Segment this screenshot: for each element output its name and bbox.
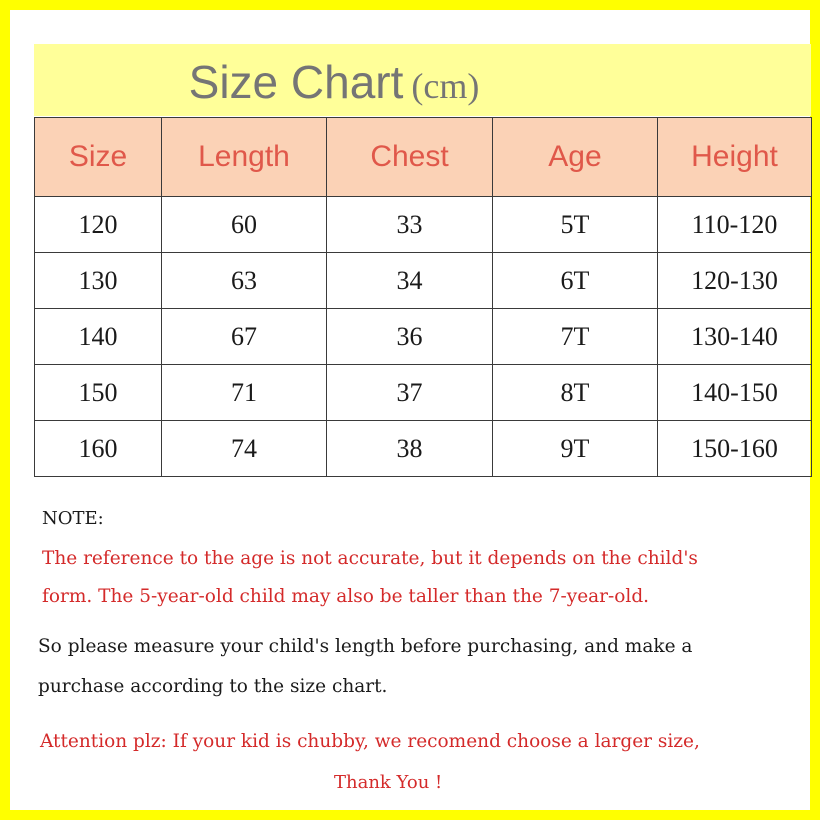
table-row — [35, 197, 812, 253]
measure-instruction-line-1: So please measure your child's length before purchasing, and make a — [38, 636, 693, 657]
cell-height: 140-150 — [658, 365, 812, 421]
cell-length: 67 — [162, 309, 327, 365]
cell-age: 9T — [493, 421, 658, 477]
page-title — [34, 44, 634, 116]
table-row — [35, 309, 812, 365]
cell-height: 130-140 — [658, 309, 812, 365]
size-table — [34, 117, 812, 477]
cell-length: 71 — [162, 365, 327, 421]
column-header-height: Height — [658, 118, 812, 197]
measure-instruction-line-2: purchase according to the size chart. — [38, 676, 388, 697]
age-disclaimer-line-2: form. The 5-year-old child may also be taller than the 7-year-old. — [42, 586, 650, 607]
table-header-row — [35, 118, 812, 197]
cell-height: 120-130 — [658, 253, 812, 309]
column-header-age: Age — [493, 118, 658, 197]
note-heading: NOTE: — [42, 508, 104, 529]
cell-size: 140 — [35, 309, 162, 365]
cell-age: 6T — [493, 253, 658, 309]
age-disclaimer-line-1: The reference to the age is not accurate, but it depends on the child's — [42, 548, 698, 569]
attention-note: Attention plz: If your kid is chubby, we recomend choose a larger size, — [40, 731, 700, 752]
column-header-chest: Chest — [327, 118, 493, 197]
title-banner — [34, 44, 811, 116]
cell-height: 110-120 — [658, 197, 812, 253]
cell-height: 150-160 — [658, 421, 812, 477]
cell-length: 74 — [162, 421, 327, 477]
cell-chest: 37 — [327, 365, 493, 421]
cell-chest: 38 — [327, 421, 493, 477]
cell-age: 5T — [493, 197, 658, 253]
cell-chest: 33 — [327, 197, 493, 253]
cell-chest: 34 — [327, 253, 493, 309]
table-row — [35, 365, 812, 421]
cell-size: 130 — [35, 253, 162, 309]
cell-size: 150 — [35, 365, 162, 421]
cell-chest: 36 — [327, 309, 493, 365]
title-unit: (cm) — [411, 66, 480, 106]
title-text: Size Chart — [188, 56, 404, 108]
cell-age: 8T — [493, 365, 658, 421]
cell-age: 7T — [493, 309, 658, 365]
column-header-size: Size — [35, 118, 162, 197]
thank-you-note: Thank You ! — [334, 772, 443, 793]
cell-length: 63 — [162, 253, 327, 309]
column-header-length: Length — [162, 118, 327, 197]
table-row — [35, 421, 812, 477]
table-row — [35, 253, 812, 309]
cell-length: 60 — [162, 197, 327, 253]
cell-size: 160 — [35, 421, 162, 477]
cell-size: 120 — [35, 197, 162, 253]
